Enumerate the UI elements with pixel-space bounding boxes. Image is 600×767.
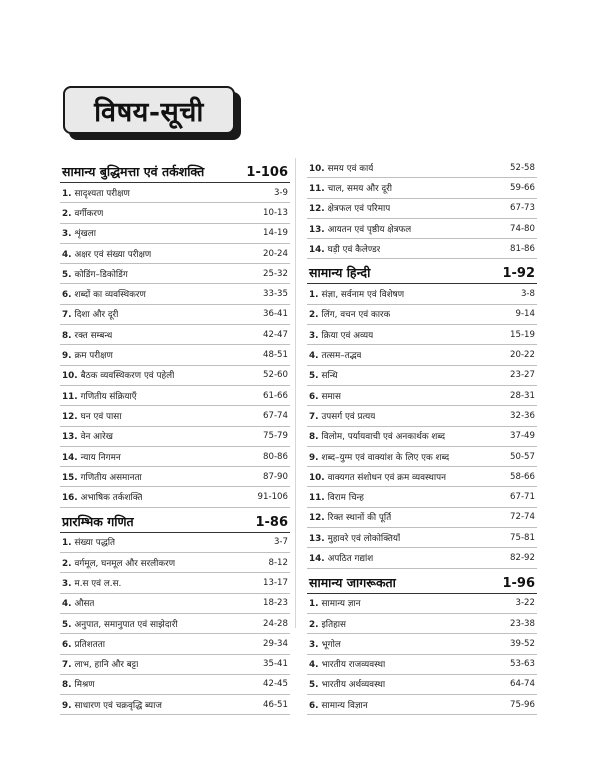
title-banner <box>63 86 235 134</box>
toc-entry-text: प्रतिशतता <box>74 639 106 650</box>
toc-entry-text: अनुपात, समानुपात एवं साझेदारी <box>74 619 178 630</box>
toc-entry-label <box>309 243 380 255</box>
toc-entry-pages: 82-92 <box>510 552 535 563</box>
section-page-range: 1-92 <box>502 266 535 282</box>
toc-entry-text: घन एवं पासा <box>80 411 122 422</box>
toc-entry <box>307 487 537 507</box>
toc-entry-pages: 35-41 <box>263 659 288 670</box>
toc-entry <box>60 427 290 447</box>
toc-entry <box>307 366 537 386</box>
toc-entry-pages: 3-7 <box>273 537 288 548</box>
toc-entry-number: 5. <box>309 680 319 691</box>
toc-entry-number: 10. <box>309 472 325 483</box>
toc-entry-number: 3. <box>62 578 72 589</box>
toc-entry-pages: 3-22 <box>515 598 535 609</box>
toc-entry-label <box>62 329 112 341</box>
toc-entry-text: समय एवं कार्य <box>327 163 374 174</box>
toc-entry <box>307 284 537 304</box>
toc-section <box>60 508 290 716</box>
toc-entry-number: 10. <box>62 371 78 382</box>
toc-entry <box>60 655 290 675</box>
toc-entry-label <box>309 532 400 544</box>
toc-entry <box>60 447 290 467</box>
toc-entry <box>307 305 537 325</box>
toc-entry-pages: 15-19 <box>510 329 535 340</box>
toc-entry-pages: 52-58 <box>510 162 535 173</box>
toc-entry-label <box>309 597 361 609</box>
toc-entry-label <box>309 618 346 630</box>
toc-entry-label <box>62 658 138 670</box>
toc-entry-label <box>309 699 368 711</box>
toc-entry-number: 6. <box>309 391 319 402</box>
toc-entry-number: 14. <box>309 244 325 255</box>
section-title: सामान्य जागरूकता <box>309 574 396 590</box>
toc-entry-label <box>309 349 361 361</box>
toc-entry-number: 16. <box>62 493 78 504</box>
toc-entry-pages: 75-79 <box>263 431 288 442</box>
toc-entry-pages: 20-22 <box>510 350 535 361</box>
toc-entry-number: 14. <box>62 452 78 463</box>
toc-entry-text: साधारण एवं चक्रवृद्धि ब्याज <box>74 700 162 711</box>
column-divider <box>295 158 296 628</box>
toc-entry-label <box>62 577 121 589</box>
toc-entry-number: 3. <box>309 639 319 650</box>
toc-entry-number: 8. <box>62 680 72 691</box>
toc-entry-label <box>62 618 178 630</box>
toc-entry-label <box>309 182 392 194</box>
toc-entry <box>60 183 290 203</box>
toc-section <box>307 569 537 716</box>
toc-entry-text: चाल, समय और दूरी <box>327 183 393 194</box>
section-title: प्रारम्भिक गणित <box>62 513 134 529</box>
toc-entry <box>60 634 290 654</box>
toc-entry <box>307 594 537 614</box>
toc-list <box>307 158 537 259</box>
toc-list <box>307 594 537 716</box>
toc-entry <box>60 325 290 345</box>
toc-entry-text: सादृश्यता परीक्षण <box>74 188 130 199</box>
toc-entry-pages: 20-24 <box>263 248 288 259</box>
toc-entry-text: बैठक व्यवस्थिकरण एवं पहेली <box>80 371 175 382</box>
toc-entry-label <box>309 223 411 235</box>
toc-entry-pages: 59-66 <box>510 182 535 193</box>
toc-entry-number: 6. <box>62 290 72 301</box>
toc-entry-label <box>62 471 142 483</box>
toc-entry-text: अपठित गद्यांश <box>327 553 374 564</box>
toc-entry-number: 4. <box>62 599 72 610</box>
toc-entry-number: 3. <box>62 229 72 240</box>
toc-entry-label <box>309 658 385 670</box>
toc-entry-pages: 25-32 <box>263 268 288 279</box>
toc-entry-label <box>309 552 373 564</box>
toc-entry <box>60 594 290 614</box>
toc-entry-number: 7. <box>62 310 72 321</box>
toc-entry <box>307 695 537 715</box>
toc-entry-text: भूगोल <box>321 639 341 650</box>
toc-entry-pages: 58-66 <box>510 471 535 482</box>
toc-entry-label <box>309 471 446 483</box>
toc-entry-pages: 52-60 <box>263 370 288 381</box>
toc-entry-number: 5. <box>62 269 72 280</box>
toc-entry-number: 5. <box>62 619 72 630</box>
toc-entry-pages: 29-34 <box>263 638 288 649</box>
toc-entry <box>60 284 290 304</box>
toc-entry-pages: 67-73 <box>510 203 535 214</box>
toc-entry-pages: 72-74 <box>510 512 535 523</box>
toc-entry-number: 6. <box>309 700 319 711</box>
section-title: सामान्य बुद्धिमत्ता एवं तर्कशक्ति <box>62 164 205 179</box>
toc-entry-number: 7. <box>62 660 72 671</box>
toc-entry <box>307 634 537 654</box>
toc-entry-label <box>62 557 175 569</box>
toc-entry-pages: 32-36 <box>510 410 535 421</box>
toc-entry <box>307 508 537 528</box>
toc-entry-number: 1. <box>309 599 319 610</box>
toc-entry <box>60 467 290 487</box>
toc-entry-label <box>62 248 151 260</box>
toc-entry-label <box>62 227 96 239</box>
toc-entry-pages: 67-74 <box>263 410 288 421</box>
section-header <box>307 569 537 594</box>
toc-entry-number: 5. <box>309 371 319 382</box>
toc-entry-label <box>62 638 105 650</box>
toc-entry-number: 2. <box>62 558 72 569</box>
toc-entry-label <box>309 511 391 523</box>
toc-entry-label <box>309 162 373 174</box>
title-banner-box <box>63 86 235 134</box>
toc-entry-pages: 75-96 <box>510 699 535 710</box>
toc-entry <box>60 614 290 634</box>
toc-entry-text: रिक्त स्थानों की पूर्ति <box>327 513 392 524</box>
toc-entry <box>307 614 537 634</box>
toc-entry <box>307 325 537 345</box>
toc-entry-text: क्षेत्रफल एवं परिमाप <box>327 204 391 215</box>
toc-entry <box>307 467 537 487</box>
toc-entry-pages: 80-86 <box>263 451 288 462</box>
toc-entry <box>307 158 537 178</box>
toc-entry-label <box>62 390 137 402</box>
toc-entry-pages: 53-63 <box>510 659 535 670</box>
toc-entry <box>307 386 537 406</box>
toc-entry-text: भारतीय अर्थव्यवस्था <box>321 680 386 691</box>
toc-entry-number: 1. <box>62 188 72 199</box>
toc-entry-number: 2. <box>309 310 319 321</box>
toc-entry <box>60 305 290 325</box>
toc-entry-pages: 42-45 <box>263 679 288 690</box>
toc-entry <box>307 447 537 467</box>
toc-entry-label <box>309 410 375 422</box>
toc-entry <box>307 427 537 447</box>
toc-entry <box>307 178 537 198</box>
toc-entry-pages: 24-28 <box>263 618 288 629</box>
toc-entry-text: रक्त सम्बन्ध <box>74 330 113 341</box>
toc-entry-number: 4. <box>62 249 72 260</box>
toc-entry-number: 7. <box>309 411 319 422</box>
toc-entry-text: इतिहास <box>321 619 346 630</box>
toc-entry-label <box>62 369 174 381</box>
toc-entry-pages: 23-27 <box>510 370 535 381</box>
toc-entry-pages: 3-9 <box>273 187 288 198</box>
toc-entry-number: 11. <box>309 493 325 504</box>
section-page-range: 1-86 <box>255 514 288 530</box>
toc-entry-pages: 18-23 <box>263 598 288 609</box>
toc-entry-label <box>62 597 94 609</box>
toc-entry-text: सामान्य ज्ञान <box>321 599 361 610</box>
toc-section <box>60 158 290 508</box>
toc-entry <box>307 199 537 219</box>
toc-entry-number: 8. <box>309 432 319 443</box>
toc-entry-pages: 36-41 <box>263 309 288 320</box>
toc-entry-number: 4. <box>309 660 319 671</box>
toc-entry-label <box>62 451 121 463</box>
toc-entry <box>60 675 290 695</box>
toc-entry <box>60 406 290 426</box>
toc-entry-pages: 9-14 <box>515 309 535 320</box>
toc-entry-pages: 13-17 <box>263 577 288 588</box>
toc-entry-pages: 91-106 <box>257 492 288 503</box>
toc-entry-text: म.स एवं ल.स. <box>74 578 122 589</box>
toc-entry-pages: 74-80 <box>510 223 535 234</box>
toc-entry-number: 2. <box>309 619 319 630</box>
toc-entry-text: लाभ, हानि और बट्टा <box>74 660 139 671</box>
toc-entry <box>307 239 537 259</box>
toc-entry-label <box>62 699 162 711</box>
section-header <box>60 158 290 183</box>
section-title: सामान्य हिन्दी <box>309 265 371 281</box>
toc-entry-number: 12. <box>62 411 78 422</box>
toc-entry-number: 10. <box>309 163 325 174</box>
toc-entry-number: 6. <box>62 639 72 650</box>
toc-entry-text: भारतीय राजव्यवस्था <box>321 660 386 671</box>
toc-entry <box>60 533 290 553</box>
toc-entry <box>60 224 290 244</box>
toc-entry-label <box>62 207 103 219</box>
toc-entry-text: वर्गमूल, घनमूल और सरलीकरण <box>74 558 176 569</box>
toc-entry-text: तत्सम–तद्भव <box>321 351 362 362</box>
toc-entry <box>307 528 537 548</box>
toc-entry-number: 1. <box>309 290 319 301</box>
toc-entry-text: सामान्य विज्ञान <box>321 700 368 711</box>
toc-entry-text: न्याय निगमन <box>80 452 121 463</box>
toc-entry <box>60 487 290 507</box>
toc-entry-label <box>309 451 449 463</box>
toc-entry-number: 9. <box>62 700 72 711</box>
toc-entry-number: 4. <box>309 351 319 362</box>
toc-entry <box>307 675 537 695</box>
toc-entry-text: उपसर्ग एवं प्रत्यय <box>321 411 376 422</box>
toc-entry-number: 9. <box>309 452 319 463</box>
toc-entry <box>60 244 290 264</box>
toc-entry-text: शब्द–युग्म एवं वाक्यांश के लिए एक शब्द <box>321 452 450 463</box>
toc-entry-label <box>309 638 341 650</box>
toc-entry-pages: 3-8 <box>520 289 535 300</box>
toc-entry-number: 8. <box>62 330 72 341</box>
section-header <box>60 508 290 533</box>
toc-entry-pages: 50-57 <box>510 451 535 462</box>
toc-entry-text: कोडिंग–डिकोडिंग <box>74 269 128 280</box>
toc-entry-label <box>309 288 404 300</box>
section-page-range: 1-96 <box>502 575 535 591</box>
toc-section <box>307 259 537 568</box>
toc-entry-label <box>309 430 445 442</box>
toc-entry-pages: 48-51 <box>263 350 288 361</box>
toc-entry-pages: 64-74 <box>510 679 535 690</box>
toc-entry-pages: 39-52 <box>510 638 535 649</box>
toc-entry-label <box>309 202 390 214</box>
toc-entry-text: विराम चिन्ह <box>327 493 364 504</box>
toc-entry-text: क्रम परीक्षण <box>74 351 113 362</box>
toc-entry-pages: 67-71 <box>510 492 535 503</box>
toc-entry-number: 1. <box>62 538 72 549</box>
toc-entry-number: 2. <box>62 208 72 219</box>
toc-entry-label <box>62 430 113 442</box>
toc-entry-text: अक्षर एवं संख्या परीक्षण <box>74 249 152 260</box>
toc-entry-text: वेन आरेख <box>80 432 113 443</box>
toc-entry-label <box>309 678 385 690</box>
toc-entry-text: गणितीय संक्रियाएँ <box>80 391 137 402</box>
toc-entry-label <box>309 369 338 381</box>
toc-entry <box>60 573 290 593</box>
toc-entry <box>60 695 290 715</box>
toc-entry <box>307 655 537 675</box>
toc-entry-text: घड़ी एवं कैलेण्डर <box>327 244 381 255</box>
toc-entry <box>60 203 290 223</box>
toc-entry <box>307 219 537 239</box>
toc-entry <box>60 553 290 573</box>
toc-entry-number: 11. <box>309 183 325 194</box>
toc-entry-label <box>309 390 341 402</box>
toc-entry-label <box>309 329 373 341</box>
toc-entry-text: वर्गीकरण <box>74 208 104 219</box>
toc-entry-number: 13. <box>309 224 325 235</box>
toc-entry-text: संख्या पद्धति <box>74 538 116 549</box>
toc-entry-text: शब्दों का व्यवस्थिकरण <box>74 290 146 301</box>
toc-entry-label <box>62 678 95 690</box>
toc-entry-label <box>62 308 118 320</box>
toc-entry-number: 13. <box>309 533 325 544</box>
toc-entry <box>307 406 537 426</box>
left-column <box>60 158 290 715</box>
toc-entry-text: दिशा और दूरी <box>74 310 119 321</box>
toc-entry-number: 3. <box>309 330 319 341</box>
toc-entry-pages: 23-38 <box>510 618 535 629</box>
toc-entry-text: संज्ञा, सर्वनाम एवं विशेषण <box>321 290 405 301</box>
toc-entry <box>307 548 537 568</box>
toc-entry-pages: 75-81 <box>510 532 535 543</box>
toc-entry-pages: 46-51 <box>263 699 288 710</box>
toc-entry-pages: 8-12 <box>268 557 288 568</box>
toc-entry-label <box>62 410 122 422</box>
toc-entry-pages: 37-49 <box>510 431 535 442</box>
toc-entry <box>60 264 290 284</box>
toc-entry-text: आयतन एवं पृष्ठीय क्षेत्रफल <box>327 224 412 235</box>
toc-entry-text: सन्धि <box>321 371 338 382</box>
right-column <box>307 158 537 715</box>
toc-entry-label <box>62 491 142 503</box>
toc-entry-number: 14. <box>309 553 325 564</box>
section-page-range: 1-106 <box>246 165 288 180</box>
toc-entry-pages: 42-47 <box>263 329 288 340</box>
toc-entry <box>60 345 290 365</box>
toc-entry-pages: 81-86 <box>510 243 535 254</box>
toc-entry <box>60 366 290 386</box>
toc-entry-label <box>309 308 390 320</box>
toc-entry <box>60 386 290 406</box>
toc-entry-label <box>62 187 130 199</box>
toc-list <box>60 533 290 716</box>
toc-section <box>307 158 537 259</box>
toc-entry-pages: 61-66 <box>263 390 288 401</box>
toc-entry-text: अभाषिक तर्कशक्ति <box>80 493 143 504</box>
toc-entry-label <box>62 349 113 361</box>
toc-entry-label <box>62 268 128 280</box>
toc-entry-text: क्रिया एवं अव्यय <box>321 330 374 341</box>
toc-entry-text: वाक्यगत संशोधन एवं क्रम व्यवस्थापन <box>327 472 447 483</box>
toc-entry-text: विलोम, पर्यायवाची एवं अनकार्थक शब्द <box>321 432 445 443</box>
toc-entry-text: मुहावरे एवं लोकोक्तियाँ <box>327 533 401 544</box>
toc-entry-number: 12. <box>309 513 325 524</box>
toc-entry-text: मिश्रण <box>74 680 95 691</box>
toc-entry-text: समास <box>321 391 341 402</box>
toc-entry-pages: 28-31 <box>510 390 535 401</box>
toc-entry-label <box>62 536 115 548</box>
toc-entry-number: 15. <box>62 472 78 483</box>
toc-entry-label <box>309 491 364 503</box>
toc-entry-text: शृंखला <box>74 229 97 240</box>
toc-list <box>307 284 537 568</box>
section-header <box>307 259 537 284</box>
toc-entry-text: गणितीय असमानता <box>80 472 142 483</box>
toc-entry-number: 9. <box>62 351 72 362</box>
toc-entry-pages: 10-13 <box>263 207 288 218</box>
toc-entry-label <box>62 288 146 300</box>
toc-entry-number: 11. <box>62 391 78 402</box>
toc-list <box>60 183 290 508</box>
toc-entry-pages: 87-90 <box>263 471 288 482</box>
toc-entry-text: लिंग, वचन एवं कारक <box>321 310 391 321</box>
toc-entry-text: औसत <box>74 599 95 610</box>
toc-entry <box>307 345 537 365</box>
toc-entry-number: 13. <box>62 432 78 443</box>
toc-entry-number: 12. <box>309 204 325 215</box>
page-title: विषय-सूची <box>94 96 204 128</box>
toc-entry-pages: 14-19 <box>263 228 288 239</box>
toc-entry-pages: 33-35 <box>263 289 288 300</box>
